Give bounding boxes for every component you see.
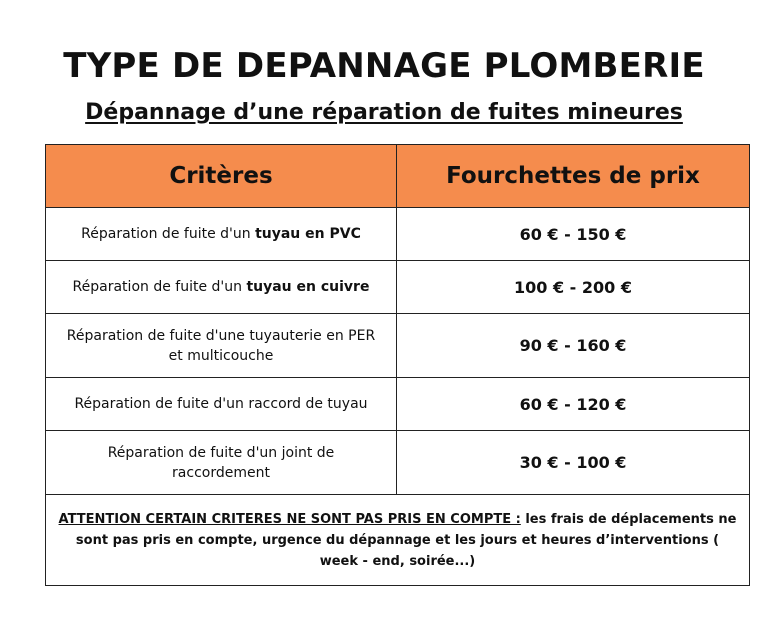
criteria-line: Réparation de fuite d'un raccord de tuyau: [74, 396, 368, 412]
price-cell: 60 € - 150 €: [397, 208, 750, 261]
table-header-row: [46, 145, 750, 208]
price-cell: 100 € - 200 €: [397, 261, 750, 314]
table-row: [46, 314, 750, 378]
criteria-material: tuyau en PVC: [255, 226, 361, 242]
criteria-cell: [46, 378, 397, 431]
table-row: [46, 378, 750, 431]
notice-cell: [46, 495, 750, 586]
price-cell: 30 € - 100 €: [397, 431, 750, 495]
notice-body: les frais de déplacements ne sont pas pris en compte, urgence du dépannage et les jours et heures d’interventions ( week - end, soirée...): [75, 511, 737, 569]
price-cell: 60 € - 120 €: [397, 378, 750, 431]
notice-heading: ATTENTION CERTAIN CRITERES NE SONT PAS PRIS EN COMPTE :: [58, 511, 521, 527]
criteria-line: et multicouche: [168, 347, 274, 364]
price-cell: 90 € - 160 €: [397, 314, 750, 378]
page-subtitle: Dépannage d’une réparation de fuites mineures: [85, 100, 683, 125]
criteria-line: raccordement: [172, 464, 270, 481]
notice-row: [46, 495, 750, 586]
table-row: [46, 431, 750, 495]
header-criteria: Critères: [46, 145, 397, 208]
table-row: [46, 208, 750, 261]
criteria-cell: [46, 261, 397, 314]
criteria-cell: [46, 431, 397, 495]
header-price-range: Fourchettes de prix: [397, 145, 750, 208]
criteria-cell: [46, 314, 397, 378]
criteria-text: Réparation de fuite d'un: [81, 226, 256, 242]
criteria-line: Réparation de fuite d'un joint de: [107, 444, 335, 461]
criteria-text: Réparation de fuite d'un: [72, 279, 247, 295]
criteria-line: Réparation de fuite d'une tuyauterie en PER: [66, 327, 376, 344]
price-table: [45, 144, 750, 586]
criteria-material: tuyau en cuivre: [246, 279, 370, 295]
criteria-cell: [46, 208, 397, 261]
table-row: [46, 261, 750, 314]
page-title: TYPE DE DEPANNAGE PLOMBERIE: [63, 46, 705, 86]
